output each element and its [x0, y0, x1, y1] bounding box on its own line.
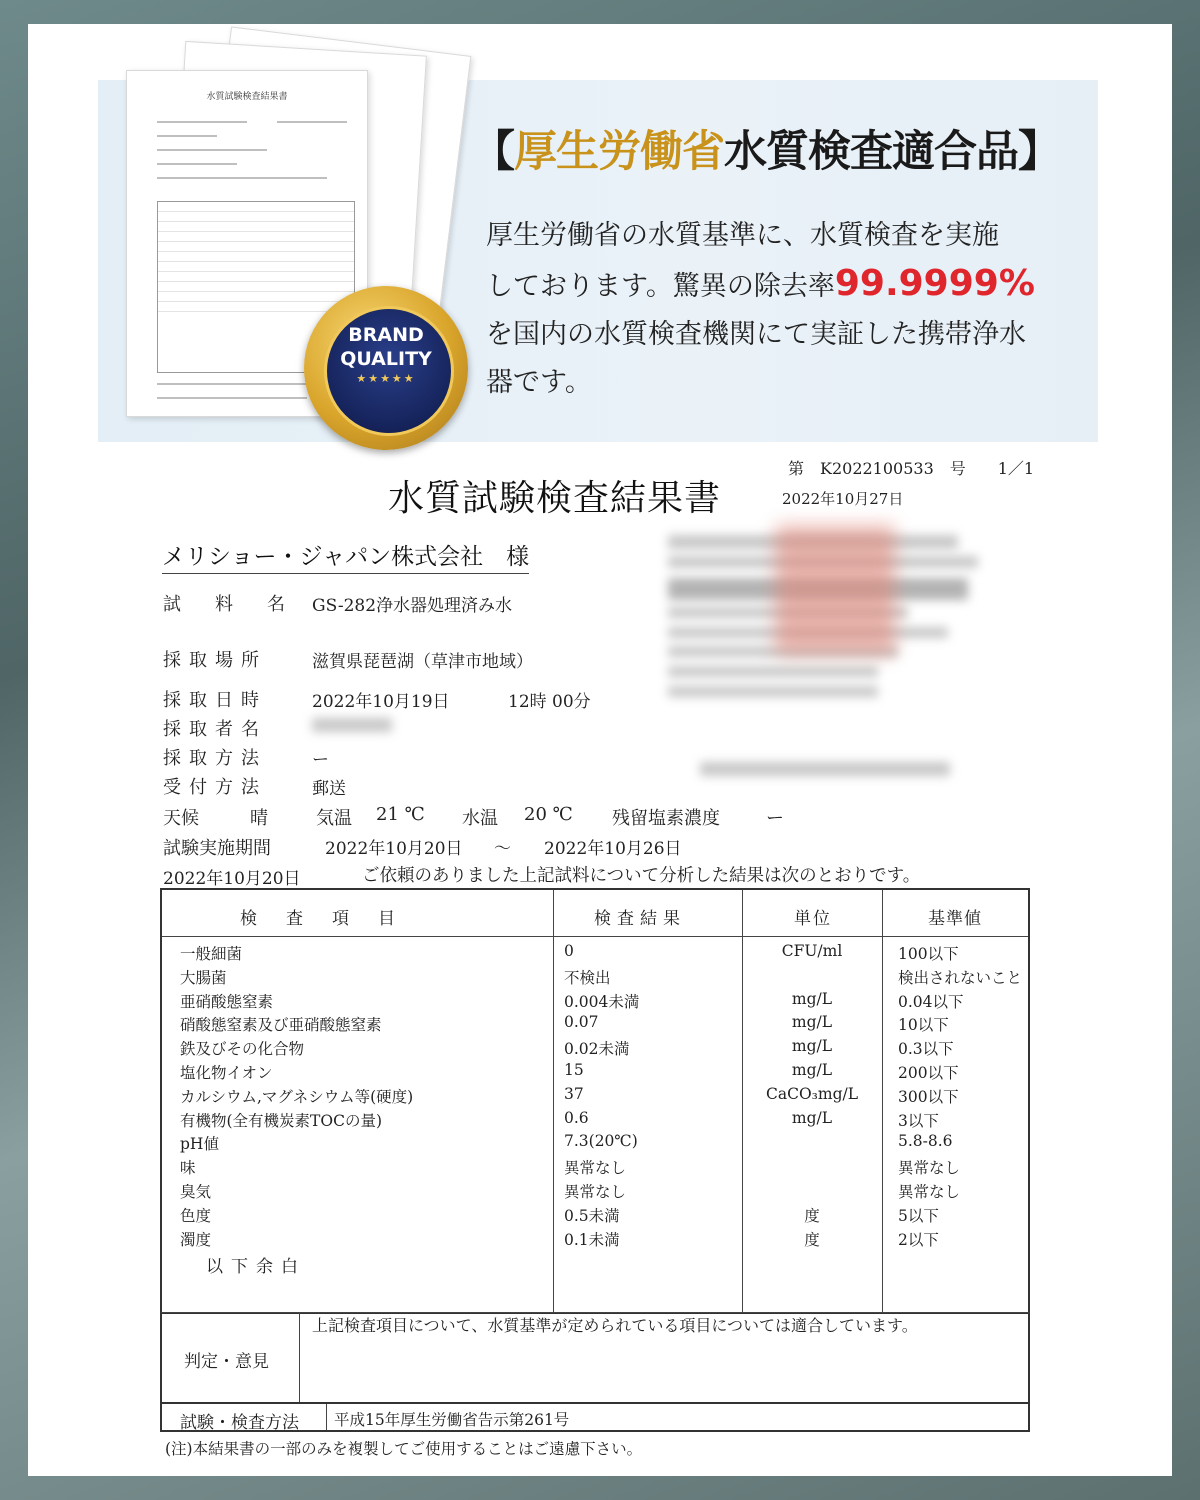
cell-item: 亜硝酸態窒素	[180, 992, 274, 1011]
banner-intro-text: 厚生労働省の水質基準に、水質検査を実施 しております。驚異の除去率99.9999% を国内の水質検査機関にて実証した携帯浄水 器です。	[486, 220, 1035, 398]
cell-item: 臭気	[180, 1183, 212, 1201]
field-value-date: 2022年10月19日	[312, 692, 450, 712]
cell-standard: 300以下	[898, 1087, 959, 1106]
cell-unit: 度	[804, 1230, 820, 1249]
cell-unit: CFU/ml	[781, 942, 843, 960]
judgement-row	[160, 1312, 1030, 1404]
redacted-issuer	[668, 686, 878, 697]
cell-result: 0.5未満	[564, 1206, 620, 1225]
field-label-method: 採取方法	[163, 748, 267, 769]
cell-standard: 200以下	[898, 1064, 959, 1082]
cell-unit: mg/L	[791, 1013, 833, 1032]
field-value-method: ー	[312, 750, 329, 770]
cell-result: 0.004未満	[564, 992, 640, 1011]
field-label-datetime: 採取日時	[163, 690, 267, 711]
cell-item: 硝酸態窒素及び亜硝酸態窒素	[180, 1016, 382, 1035]
redacted-issuer	[668, 666, 878, 677]
receipt-date: 2022年10月20日	[163, 869, 301, 889]
brand-quality-badge	[304, 286, 468, 450]
period-label: 試験実施期間	[163, 838, 271, 859]
cell-item: 塩化物イオン	[180, 1064, 273, 1082]
document-date: 2022年10月27日	[782, 490, 904, 508]
mini-line	[157, 177, 327, 179]
field-label-location: 採取場所	[163, 650, 267, 671]
cell-unit: 度	[804, 1206, 820, 1225]
document-number: 第 K2022100533 号 1／1	[788, 459, 1035, 478]
cell-item: 色度	[180, 1206, 212, 1225]
cell-item: pH値	[180, 1135, 219, 1154]
cell-item: 味	[180, 1159, 196, 1178]
cell-result: 異常なし	[564, 1159, 627, 1178]
document-title: 水質試験検査結果書	[388, 478, 722, 519]
field-value-location: 滋賀県琵琶湖（草津市地域）	[312, 652, 533, 672]
mini-line	[157, 121, 247, 123]
banner-headline: 【厚生労働省水質検査適合品】	[472, 127, 1060, 177]
cell-standard: 異常なし	[898, 1183, 961, 1201]
cell-result: 15	[564, 1061, 584, 1079]
water-temp-value: 20 ℃	[524, 804, 573, 825]
mini-line	[277, 121, 347, 123]
field-label-receipt: 受付方法	[163, 777, 267, 798]
cell-result: 37	[564, 1084, 584, 1103]
cell-result: 不検出	[564, 968, 611, 987]
cell-standard: 0.3以下	[898, 1040, 954, 1059]
cell-unit: CaCO₃mg/L	[765, 1084, 859, 1103]
chlorine-value: ー	[766, 808, 784, 829]
cell-result: 0	[564, 942, 574, 960]
mini-line	[157, 135, 217, 137]
header-item: 検 査 項 目	[240, 909, 401, 929]
cell-standard: 5.8-8.6	[898, 1132, 953, 1151]
weather-label: 天候	[163, 808, 199, 829]
cell-result: 0.07	[564, 1013, 599, 1032]
cell-unit: mg/L	[791, 1061, 833, 1079]
judgement-label: 判定・意見	[184, 1352, 269, 1372]
period-separator: ～	[494, 839, 511, 859]
cell-unit: mg/L	[791, 989, 833, 1008]
header-result: 検査結果	[594, 909, 686, 929]
field-label-sample: 試 料 名	[163, 594, 293, 615]
redacted-seal	[775, 525, 895, 655]
test-method-text: 平成15年厚生労働省告示第261号	[334, 1411, 570, 1429]
air-temp-value: 21 ℃	[376, 804, 425, 825]
table-end-note: 以下余白	[206, 1257, 306, 1277]
period-start: 2022年10月20日	[325, 839, 463, 859]
mini-line	[157, 163, 237, 165]
cell-result: 0.02未満	[564, 1040, 630, 1059]
cell-standard: 2以下	[898, 1230, 939, 1249]
weather-value: 晴	[250, 808, 268, 829]
results-table	[160, 888, 1030, 1314]
field-value-time: 12時 00分	[508, 692, 591, 712]
cell-item: 濁度	[180, 1230, 212, 1249]
cell-standard: 10以下	[898, 1016, 949, 1035]
badge-stars: ★★★★★	[356, 372, 416, 385]
cell-result: 異常なし	[564, 1183, 627, 1201]
header-unit: 単位	[794, 909, 832, 929]
judgement-text: 上記検査項目について、水質基準が定められている項目については適合しています。	[312, 1316, 918, 1335]
footnote: (注)本結果書の一部のみを複製してご使用することはご遠慮下さい。	[165, 1440, 643, 1458]
period-end: 2022年10月26日	[544, 839, 682, 859]
test-method-row	[160, 1402, 1030, 1432]
cell-result: 7.3(20℃)	[564, 1132, 638, 1151]
removal-rate: 99.9999%	[834, 263, 1035, 304]
cell-unit: mg/L	[791, 1108, 833, 1127]
header-standard: 基準値	[928, 909, 982, 929]
cell-result: 0.6	[564, 1108, 589, 1127]
cell-standard: 0.04以下	[898, 992, 964, 1011]
field-value-receipt: 郵送	[312, 779, 346, 799]
cell-item: 有機物(全有機炭素TOCの量)	[180, 1111, 383, 1130]
cell-item: 大腸菌	[180, 968, 227, 987]
mini-document-title: 水質試験検査結果書	[206, 92, 288, 102]
badge-brand-text: BRAND	[348, 324, 424, 346]
field-value-sample: GS-282浄水器処理済み水	[312, 596, 513, 616]
cell-item: カルシウム,マグネシウム等(硬度)	[180, 1087, 414, 1106]
mini-line	[157, 397, 307, 399]
receipt-text: ご依頼のありました上記試料について分析した結果は次のとおりです。	[362, 866, 921, 886]
cell-standard: 3以下	[898, 1111, 939, 1130]
redacted-collector	[312, 718, 392, 732]
chlorine-label: 残留塩素濃度	[612, 808, 720, 829]
cell-unit: mg/L	[791, 1037, 833, 1056]
water-temp-label: 水温	[462, 808, 498, 829]
cell-result: 0.1未満	[564, 1230, 620, 1249]
cell-item: 鉄及びその化合物	[180, 1040, 305, 1059]
badge-quality-text: QUALITY	[340, 348, 432, 370]
cell-standard: 100以下	[898, 945, 959, 963]
client-name: メリショー・ジャパン株式会社 様	[162, 538, 529, 574]
field-label-collector: 採取者名	[163, 719, 267, 740]
air-temp-label: 気温	[316, 808, 352, 829]
test-method-label: 試験・検査方法	[180, 1413, 299, 1433]
cell-item: 一般細菌	[180, 945, 243, 963]
cell-standard: 5以下	[898, 1206, 939, 1225]
headline-ministry: 厚生労働省	[514, 127, 724, 177]
mini-line	[157, 149, 267, 151]
cell-standard: 検出されないこと	[898, 968, 1023, 987]
redacted-inspector	[700, 762, 950, 776]
cell-standard: 異常なし	[898, 1159, 961, 1178]
